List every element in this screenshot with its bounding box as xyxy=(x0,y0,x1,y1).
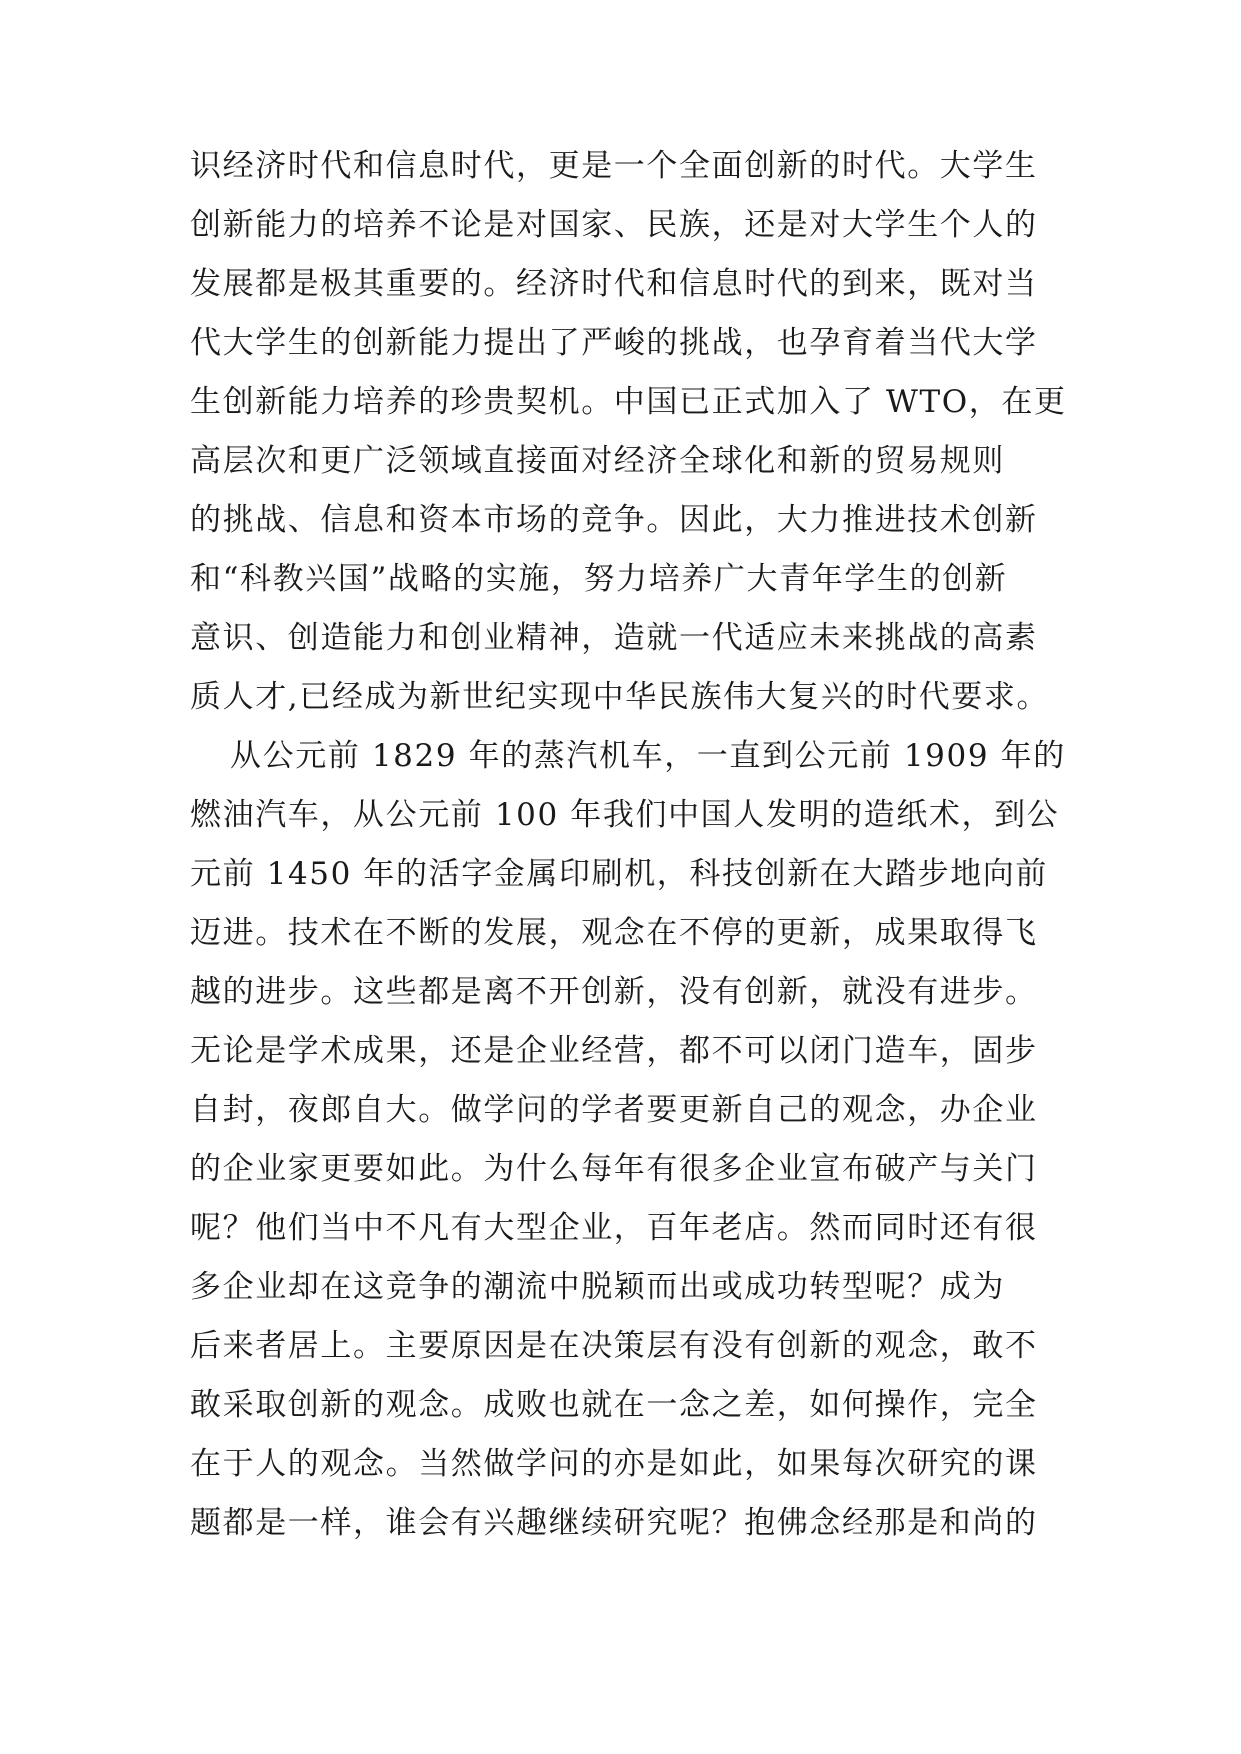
text-line: 的企业家更要如此。为什么每年有很多企业宣布破产与关门 xyxy=(190,1151,1038,1187)
text-line: 呢？他们当中不凡有大型企业，百年老店。然而同时还有很 xyxy=(190,1210,1038,1246)
text-line: 代大学生的创新能力提出了严峻的挑战，也孕育着当代大学 xyxy=(190,325,1038,361)
text-line: 创新能力的培养不论是对国家、民族，还是对大学生个人的 xyxy=(190,207,1038,243)
text-line: 迈进。技术在不断的发展，观念在不停的更新，成果取得飞 xyxy=(190,915,1038,951)
text-line: 发展都是极其重要的。经济时代和信息时代的到来，既对当 xyxy=(190,266,1038,302)
text-line: 在于人的观念。当然做学问的亦是如此，如果每次研究的课 xyxy=(190,1446,1038,1482)
text-line: 识经济时代和信息时代，更是一个全面创新的时代。大学生 xyxy=(190,148,1038,184)
text-line: 意识、创造能力和创业精神，造就一代适应未来挑战的高素 xyxy=(190,620,1038,656)
text-line: 敢采取创新的观念。成败也就在一念之差，如何操作，完全 xyxy=(190,1387,1038,1423)
text-line: 高层次和更广泛领域直接面对经济全球化和新的贸易规则 xyxy=(190,443,1005,479)
text-line: 无论是学术成果，还是企业经营，都不可以闭门造车，固步 xyxy=(190,1033,1038,1069)
text-line: 多企业却在这竞争的潮流中脱颖而出或成功转型呢？成为 xyxy=(190,1269,1005,1305)
text-line: 生创新能力培养的珍贵契机。中国已正式加入了 WTO，在更 xyxy=(190,384,1067,420)
text-line: 自封，夜郎自大。做学问的学者要更新自己的观念，办企业 xyxy=(190,1092,1038,1128)
text-line: 后来者居上。主要原因是在决策层有没有创新的观念，敢不 xyxy=(190,1328,1038,1364)
text-line: 和“科教兴国”战略的实施，努力培养广大青年学生的创新 xyxy=(190,561,1008,597)
text-line: 题都是一样，谁会有兴趣继续研究呢？抱佛念经那是和尚的 xyxy=(190,1505,1038,1541)
text-line: 越的进步。这些都是离不开创新，没有创新，就没有进步。 xyxy=(190,974,1038,1010)
text-line: 元前 1450 年的活字金属印刷机，科技创新在大踏步地向前 xyxy=(190,856,1048,892)
text-line: 燃油汽车，从公元前 100 年我们中国人发明的造纸术，到公 xyxy=(190,797,1060,833)
text-line: 质人才,已经成为新世纪实现中华民族伟大复兴的时代要求。 xyxy=(190,679,1050,715)
paragraph-first-line: 从公元前 1829 年的蒸汽机车，一直到公元前 1909 年的 xyxy=(230,738,1066,774)
text-line: 的挑战、信息和资本市场的竞争。因此，大力推进技术创新 xyxy=(190,502,1038,538)
